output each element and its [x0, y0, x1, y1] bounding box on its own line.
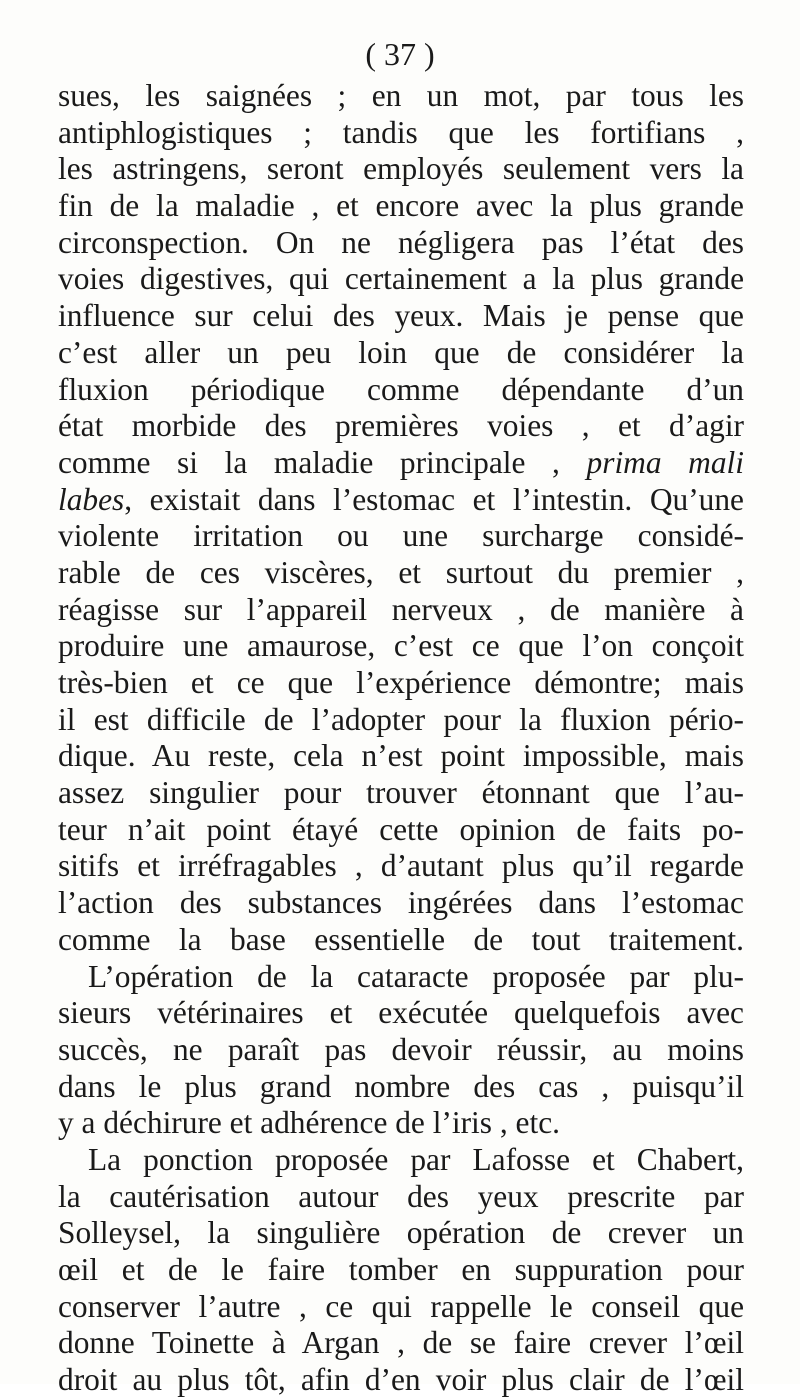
text-line: c’est aller un peu loin que de considérer la: [58, 334, 744, 370]
page-number: ( 37 ): [365, 36, 435, 72]
text-line: conserver l’autre , ce qui rappelle le conseil que: [58, 1288, 744, 1324]
text-line: droit au plus tôt, afin d’en voir plus clair de l’œil: [58, 1362, 744, 1398]
text-line: donne Toinette à Argan , de se faire crever l’œil: [58, 1325, 744, 1361]
text-line: comme la base essentielle de tout traitement.: [58, 921, 744, 957]
text-line: fluxion périodique comme dépendante d’un: [58, 371, 744, 407]
text-line: L’opération de la cataracte proposée par plu-: [88, 958, 744, 994]
text-line: sieurs vétérinaires et exécutée quelquefois avec: [58, 995, 744, 1031]
text-line: état morbide des premières voies , et d’agir: [58, 408, 744, 444]
text-line: labes, existait dans l’estomac et l’intestin. Qu’une: [58, 481, 744, 517]
text-line: voies digestives, qui certainement a la plus grande: [58, 261, 744, 297]
text-line: l’action des substances ingérées dans l’estomac: [58, 885, 744, 921]
text-line: comme si la maladie principale , prima mali: [58, 444, 744, 480]
text-line: réagisse sur l’appareil nerveux , de manière à: [58, 591, 744, 627]
text-line: antiphlogistiques ; tandis que les fortifians ,: [58, 114, 744, 150]
text-line: sues, les saignées ; en un mot, par tous les: [58, 78, 744, 113]
text-line: produire une amaurose, c’est ce que l’on conçoit: [58, 628, 744, 664]
text-line: dans le plus grand nombre des cas , puisqu’il: [58, 1068, 744, 1104]
text-line: La ponction proposée par Lafosse et Chabert,: [88, 1141, 744, 1177]
text-line: teur n’ait point étayé cette opinion de faits po-: [58, 811, 744, 847]
text-line: succès, ne paraît pas devoir réussir, au moins: [58, 1031, 744, 1067]
text-line: rable de ces viscères, et surtout du premier ,: [58, 554, 744, 590]
text-line: sitifs et irréfragables , d’autant plus qu’il regarde: [58, 848, 744, 884]
text-line: très-bien et ce que l’expérience démontre; mais: [58, 665, 744, 700]
text-line: la cautérisation autour des yeux prescrite par: [58, 1178, 744, 1214]
text-line: circonspection. On ne négligera pas l’état des: [58, 224, 744, 260]
text-line: y a déchirure et adhérence de l’iris , etc.: [58, 1105, 560, 1141]
text-line: influence sur celui des yeux. Mais je pense que: [58, 298, 744, 334]
text-line: dique. Au reste, cela n’est point impossible, mais: [58, 738, 744, 774]
text-line: œil et de le faire tomber en suppuration pour: [58, 1252, 744, 1287]
text-line: les astringens, seront employés seulement vers la: [58, 151, 744, 187]
text-line: Solleysel, la singulière opération de crever un: [58, 1215, 744, 1251]
text-line: fin de la maladie , et encore avec la plus grande: [58, 188, 744, 224]
text-line: violente irritation ou une surcharge considé-: [58, 518, 744, 554]
body-text: [58, 78, 744, 1399]
text-line: il est difficile de l’adopter pour la fluxion pério-: [58, 701, 744, 737]
text-line: assez singulier pour trouver étonnant que l’au-: [58, 775, 744, 811]
